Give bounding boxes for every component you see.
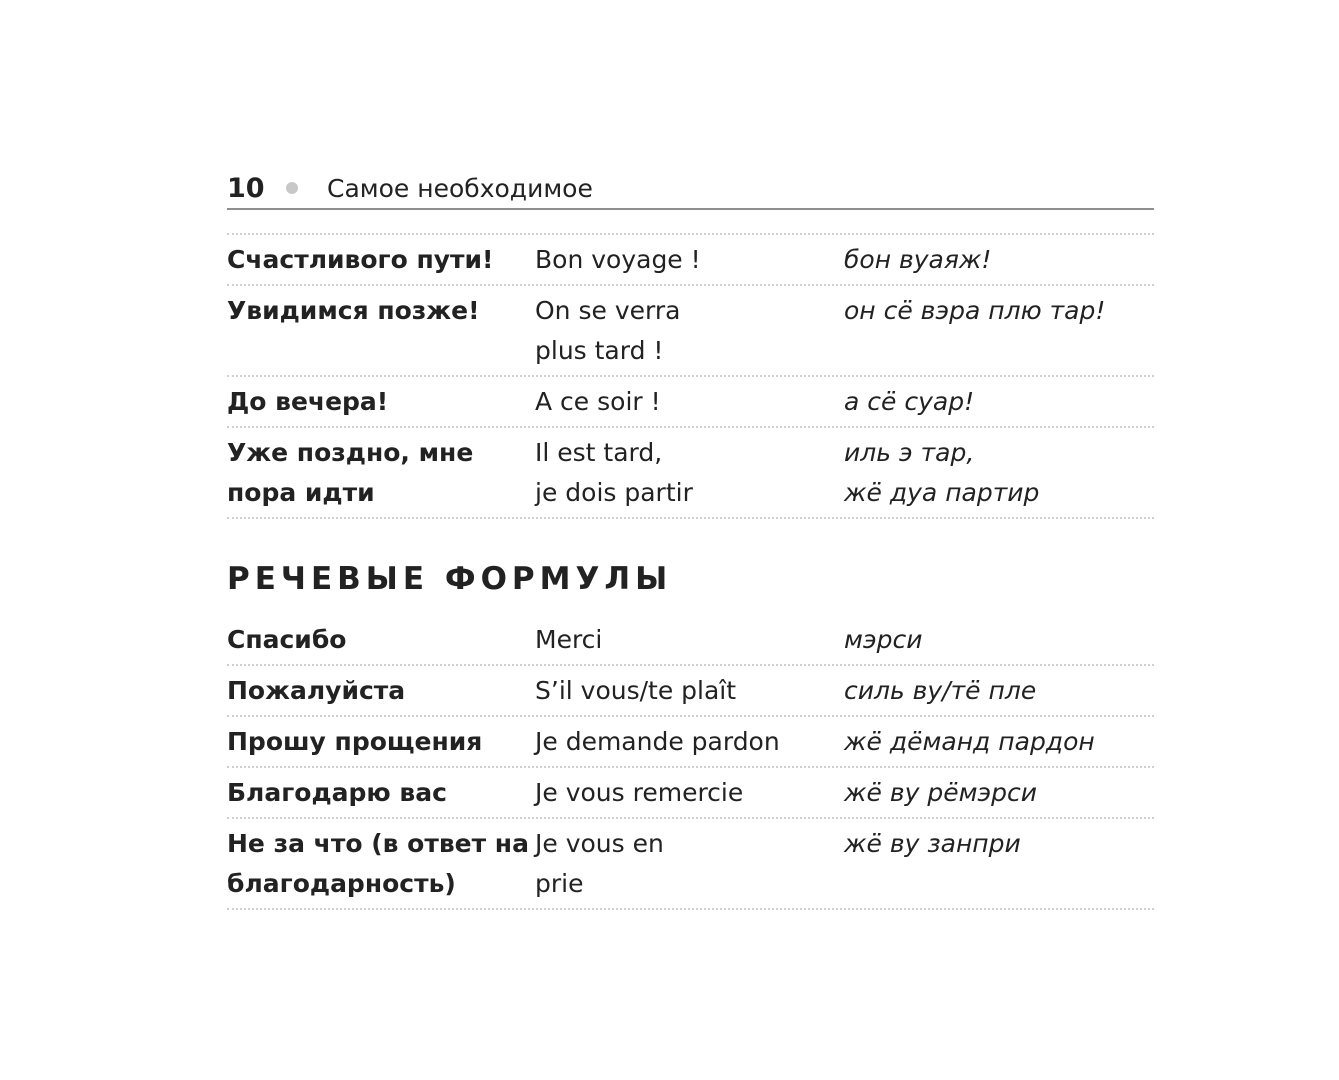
russian-phrase: Счастливого пути!	[227, 245, 494, 274]
french-phrase: Je vous remercie	[535, 778, 744, 807]
table-row	[227, 428, 1154, 519]
running-title: Самое необходимое	[327, 173, 593, 203]
transcription: а сё суар!	[844, 387, 975, 416]
section-heading: РЕЧЕВЫЕ ФОРМУЛЫ	[227, 561, 673, 597]
french-phrase: Je demande pardon	[535, 727, 780, 756]
french-phrase: Bon voyage !	[535, 245, 701, 274]
phrase-table-farewells	[227, 233, 1154, 519]
russian-phrase: Спасибо	[227, 625, 347, 654]
russian-phrase: Увидимся позже!	[227, 296, 480, 325]
transcription: жё ву занпри	[844, 829, 1021, 858]
table-row	[227, 768, 1154, 819]
russian-phrase: Уже поздно, мне пора идти	[227, 438, 474, 507]
french-phrase: Je vous en prie	[535, 829, 664, 898]
transcription: жё ву рёмэрси	[844, 778, 1038, 807]
table-row	[227, 717, 1154, 768]
table-row	[227, 286, 1154, 377]
transcription: мэрси	[844, 625, 923, 654]
table-row	[227, 615, 1154, 666]
russian-phrase: Благодарю вас	[227, 778, 447, 807]
page-number: 10	[227, 172, 265, 204]
french-phrase: Il est tard, je dois partir	[535, 438, 693, 507]
table-row	[227, 377, 1154, 428]
french-phrase: S’il vous/te plaît	[535, 676, 737, 705]
transcription: бон вуаяж!	[844, 245, 992, 274]
phrase-table-speech-formulas	[227, 615, 1154, 910]
table-row	[227, 819, 1154, 910]
transcription: иль э тар, жё дуа партир	[844, 438, 1040, 507]
russian-phrase: Пожалуйста	[227, 676, 406, 705]
russian-phrase: Прошу прощения	[227, 727, 483, 756]
russian-phrase: Не за что (в ответ на благодарность)	[227, 829, 529, 898]
book-page	[227, 168, 1154, 910]
french-phrase: On se verra plus tard !	[535, 296, 681, 365]
transcription: он сё вэра плю тар!	[844, 296, 1106, 325]
table-row	[227, 666, 1154, 717]
transcription: силь ву/тё пле	[844, 676, 1037, 705]
russian-phrase: До вечера!	[227, 387, 389, 416]
bullet-dot-icon	[286, 182, 298, 194]
french-phrase: A ce soir !	[535, 387, 661, 416]
transcription: жё дёманд пардон	[844, 727, 1095, 756]
page-header	[227, 168, 1154, 210]
french-phrase: Merci	[535, 625, 603, 654]
table-row	[227, 233, 1154, 286]
